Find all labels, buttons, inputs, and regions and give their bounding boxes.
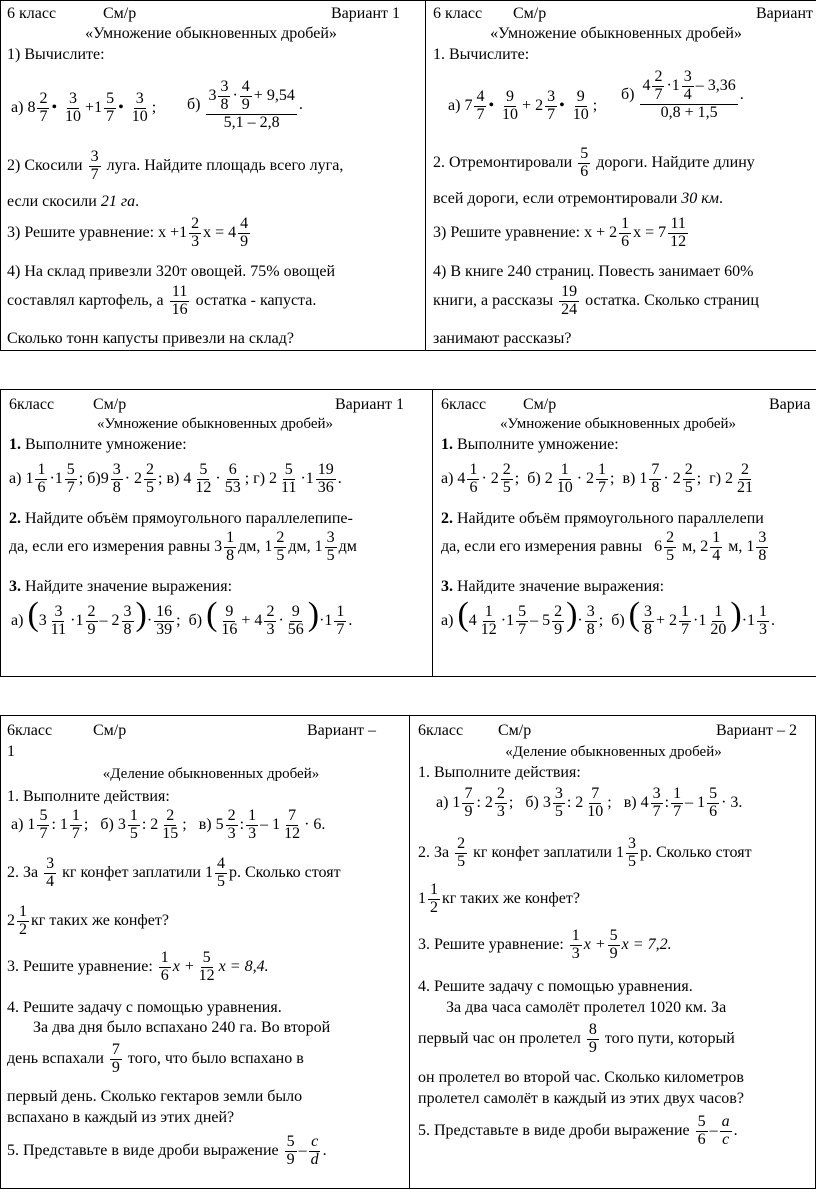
- task-4-line-3: первый час он пролетел $\frac{8}{9}$ того пути, который: [418, 1021, 735, 1056]
- task-4-line-2: За два часа самолёт пролетел 1020 км. За: [446, 999, 727, 1016]
- task-4-line-2: составлял картофель, а $\frac{11}{16}$ остатка - капуста.: [7, 283, 317, 318]
- card-3-right: [409, 715, 816, 1189]
- task-4-line-1: 4) В книге 240 страниц. Повесть занимает 60%: [433, 263, 754, 280]
- task-2-line-1: 2. Найдите объём прямоугольного параллелепипе-: [9, 510, 353, 527]
- variant-label: Вариант – 2: [716, 722, 797, 739]
- task-4-line-1: 4. Решите задачу с помощью уравнения.: [7, 999, 282, 1016]
- task-3-equation: 3. Решите уравнение: $\frac{1}{3}$ x + $\frac{5}{9}$ x = 7,2.: [418, 927, 672, 962]
- task-2-line-2: да, если его измерения равны 3 $\frac{1}{8}$ дм, 1 $\frac{2}{5}$ дм, 1 $\frac{3}{5}$ дм: [9, 529, 357, 564]
- task-4-line-4: он пролетел во второй час. Сколько километров: [418, 1069, 744, 1086]
- work-label: См/р: [93, 722, 127, 739]
- task-2-line-2: 2 $\frac{1}{2}$ кг таких же конфет?: [7, 903, 169, 938]
- task-5-expression: 5. Представьте в виде дроби выражение $\frac{5}{6}$ – $\frac{a}{c}$ .: [418, 1113, 738, 1148]
- task-1-expressions: а) 4 $\frac{1}{6}$ · 2 $\frac{2}{5}$ ; б) 2 $\frac{1}{10}$ · 2 $\frac{1}{7}$ ; в) 1 $\frac{7}{8}$ · 2 $\frac{2}{5}$ ; г) 2 $\frac{2}{21}$: [441, 461, 754, 496]
- topic-title: «Умножение обыкновенных дробей»: [499, 416, 737, 432]
- task-2-line-1: 2) Скосили $\frac{3}{7}$ луга. Найдите площадь всего луга,: [7, 148, 344, 183]
- task-3-expressions: а) (3 $\frac{3}{11}$ ·1 $\frac{2}{9}$ – 2 $\frac{3}{8}$ )· $\frac{16}{39}$ ; б) ( $\frac{9}{16}$ + 4 $\frac{2}{3}$ · $\frac{9}{56}$ )·1 $\frac{1}{7}$ .: [11, 596, 353, 638]
- task-2-line-1: 2. За $\frac{3}{4}$ кг конфет заплатили 1 $\frac{4}{5}$ р. Сколько стоят: [7, 855, 341, 890]
- topic-title: «Деление обыкновенных дробей»: [505, 744, 722, 760]
- task-1a-expression: а) 8 $\frac{2}{7}$ • $\frac{3}{10}$ +1 $\frac{5}{7}$ • $\frac{3}{10}$ ;: [11, 90, 157, 125]
- task-5-expression: 5. Представьте в виде дроби выражение $\frac{5}{9}$ – $\frac{c}{d}$ .: [7, 1133, 327, 1168]
- task-4-line-3: Сколько тонн капусты привезли на склад?: [7, 330, 295, 347]
- task-2-line-1: 2. За $\frac{2}{5}$ кг конфет заплатили 1 $\frac{3}{5}$ р. Сколько стоят: [418, 835, 752, 870]
- task-1a-expression: а) 7 $\frac{4}{7}$ • $\frac{9}{10}$ + 2 $\frac{3}{7}$ • $\frac{9}{10}$ ;: [448, 88, 598, 123]
- task-4-line-3: занимают рассказы?: [433, 330, 572, 347]
- task-4-line-4: первый день. Сколько гектаров земли было: [7, 1088, 303, 1105]
- variant-label: Вариант 1: [331, 5, 400, 22]
- task-2-line-2: если скосили 21 га.: [7, 193, 140, 210]
- task-2-line-2: 1 $\frac{1}{2}$ кг таких же конфет?: [418, 881, 580, 916]
- task-2-line-2: всей дороги, если отремонтировали 30 км.: [433, 190, 723, 207]
- task-1b-expression: б) 3 $\frac{3}{8}$ · $\frac{4}{9}$ + 9,54 5,1 – 2,8 .: [187, 78, 303, 131]
- task-1-heading: 1. Выполните умножение:: [441, 436, 619, 453]
- task-4-line-5: вспахано в каждый из этих дней?: [7, 1109, 235, 1126]
- grade-label: 6 класс: [433, 5, 483, 22]
- topic-title: «Умножение обыкновенных дробей»: [490, 25, 742, 42]
- task-3-expressions: а) (4 $\frac{1}{12}$ ·1 $\frac{5}{7}$ – 5 $\frac{2}{9}$ )· $\frac{3}{8}$ ; б) ( $\frac{3}{8}$ + 2 $\frac{1}{7}$ ·1 $\frac{1}{20}$ )·1 $\frac{1}{3}$ .: [441, 596, 776, 638]
- grade-label: 6 класс: [7, 5, 57, 22]
- card-3-left: [0, 715, 410, 1189]
- task-1-heading: 1) Вычислите:: [7, 46, 105, 63]
- task-4-line-1: 4. Решите задачу с помощью уравнения.: [418, 978, 693, 995]
- task-3-heading: 3. Найдите значение выражения:: [441, 578, 665, 595]
- task-1-expressions: а) 1 $\frac{5}{7}$ : 1 $\frac{1}{7}$ ; б) 3 $\frac{1}{5}$ : 2 $\frac{2}{15}$ ; в) 5 $\frac{2}{3}$ : $\frac{1}{3}$ – 1 $\frac{7}{12}$ · 6.: [11, 807, 326, 842]
- grade-label: 6класс: [441, 396, 487, 413]
- card-2-left: [0, 389, 433, 677]
- variant-label: Вариант –: [307, 722, 376, 739]
- task-3-equation: 3) Решите уравнение: x +1 $\frac{2}{3}$ x = 4 $\frac{4}{9}$: [7, 215, 249, 250]
- variant-label: Вариант 1: [335, 396, 404, 413]
- task-1-heading: 1. Вычислите:: [433, 46, 530, 63]
- task-2-line-1: 2. Найдите объём прямоугольного параллелепи: [441, 510, 764, 527]
- grade-label: 6класс: [418, 722, 464, 739]
- work-label: См/р: [513, 5, 547, 22]
- task-3-equation: 3) Решите уравнение: x + 2 $\frac{1}{6}$ x = 7 $\frac{11}{12}$: [433, 215, 687, 250]
- variant-label: Вариант: [756, 5, 813, 22]
- work-label: См/р: [498, 722, 532, 739]
- variant-number: 1: [7, 743, 15, 760]
- topic-title: «Умножение обыкновенных дробей»: [96, 416, 334, 432]
- work-label: См/р: [93, 396, 127, 413]
- variant-label: Вариа: [769, 396, 811, 413]
- task-1-heading: 1. Выполните действия:: [418, 764, 581, 781]
- task-4-line-1: 4) На склад привезли 320т овощей. 75% овощей: [7, 263, 336, 280]
- work-label: См/р: [523, 396, 557, 413]
- work-label: См/р: [103, 5, 137, 22]
- task-1b-expression: б) 4 $\frac{2}{7}$ ·1 $\frac{3}{4}$ – 3,36 0,8 + 1,5 .: [621, 68, 744, 121]
- card-1-right: [425, 0, 816, 351]
- task-4-line-3: день вспахали $\frac{7}{9}$ того, что было вспахано в: [7, 1041, 304, 1076]
- task-3-equation: 3. Решите уравнение: $\frac{1}{6}$ x + $\frac{5}{12}$ x = 8,4.: [7, 949, 269, 984]
- task-2-line-1: 2. Отремонтировали $\frac{5}{6}$ дороги. Найдите длину: [433, 145, 755, 180]
- task-2-line-2: да, если его измерения равны 6 $\frac{2}{5}$ м, 2 $\frac{1}{4}$ м, 1 $\frac{3}{8}$: [441, 529, 767, 564]
- task-1-heading: 1. Выполните действия:: [7, 788, 170, 805]
- task-4-line-2: За два дня было вспахано 240 га. Во второй: [33, 1019, 331, 1036]
- task-1-expressions: а) 1 $\frac{7}{9}$ : 2 $\frac{2}{3}$ ; б) 3 $\frac{3}{5}$ : 2 $\frac{7}{10}$ ; в) 4 $\frac{3}{7}$ : $\frac{1}{7}$ – 1 $\frac{5}{6}$ · 3.: [436, 785, 743, 820]
- grade-label: 6класс: [9, 396, 55, 413]
- grade-label: 6класс: [7, 722, 53, 739]
- card-1-left: [0, 0, 426, 351]
- task-4-line-2: книги, а рассказы $\frac{19}{24}$ остатка. Сколько страниц: [433, 283, 759, 318]
- task-4-line-5: пролетел самолёт в каждый из этих двух часов?: [418, 1090, 744, 1107]
- task-1-expressions: а) 1 $\frac{1}{6}$ ·1 $\frac{5}{7}$ ; б)9 $\frac{3}{8}$ · 2 $\frac{2}{5}$ ; в) 4 $\frac{5}{12}$ · $\frac{6}{53}$ ; г) 2 $\frac{5}{11}$ ·1 $\frac{19}{36}$ .: [9, 461, 342, 496]
- card-2-right: [432, 389, 816, 677]
- topic-title: «Деление обыкновенных дробей»: [102, 766, 320, 782]
- task-1-heading: 1. Выполните умножение:: [9, 436, 187, 453]
- task-3-heading: 3. Найдите значение выражения:: [9, 578, 233, 595]
- topic-title: «Умножение обыкновенных дробей»: [85, 25, 337, 42]
